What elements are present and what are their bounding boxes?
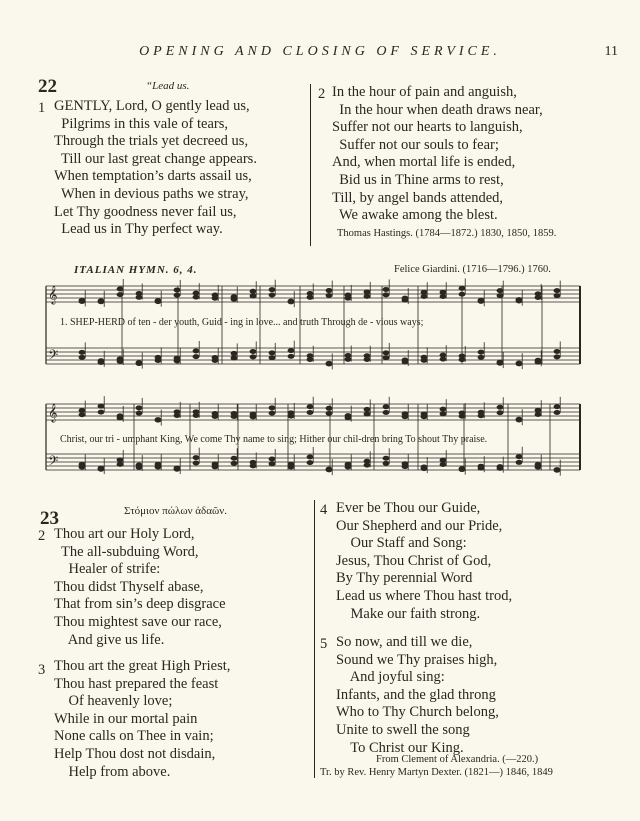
- note-head: [440, 458, 447, 463]
- note-head: [516, 460, 523, 465]
- hymn-23-stanza-2-line: Thou art our Holy Lord,: [54, 526, 195, 542]
- hymn-23-stanza-3-line: Of heavenly love;: [54, 693, 173, 710]
- hymn-23-stanza-4-number: 4: [320, 502, 328, 518]
- hymn-23-stanza-5-line: Infants, and the glad throng: [336, 686, 496, 703]
- note-head: [421, 414, 428, 419]
- note-head: [79, 299, 86, 304]
- hymn-23-stanza-3-line: While in our mortal pain: [54, 710, 198, 727]
- note-head: [364, 289, 371, 294]
- note-head: [250, 289, 257, 294]
- note-head: [478, 350, 485, 355]
- note-head: [231, 351, 238, 356]
- note-head: [98, 404, 105, 409]
- hymn-23-stanza-5-line: To Christ our King.: [336, 739, 464, 756]
- note-head: [440, 357, 447, 362]
- hymn-22-stanza-2-line: And, when mortal life is ended,: [332, 154, 516, 171]
- note-head: [307, 404, 314, 409]
- hymn-23-stanza-3-line: Help from above.: [54, 763, 171, 780]
- note-head: [98, 467, 105, 472]
- note-head: [554, 288, 561, 293]
- note-head: [554, 404, 561, 409]
- note-head: [478, 413, 485, 418]
- note-head: [269, 411, 276, 416]
- note-head: [383, 350, 390, 355]
- note-head: [383, 461, 390, 466]
- note-head: [79, 350, 86, 355]
- note-head: [364, 407, 371, 412]
- note-head: [136, 465, 143, 470]
- hymn-22-title: “Lead us.: [146, 80, 190, 92]
- hymn-22-stanza-2-line: Bid us in Thine arms to rest,: [332, 171, 504, 188]
- hymn-23-stanza-2-line: Thou mightest save our race,: [54, 613, 222, 630]
- hymn-23-stanza-2: [54, 526, 226, 649]
- note-head: [231, 461, 238, 466]
- note-head: [535, 295, 542, 300]
- note-head: [250, 349, 257, 354]
- note-head: [440, 411, 447, 416]
- note-head: [326, 362, 333, 367]
- note-head: [269, 461, 276, 466]
- hymn-23-stanza-5: [336, 634, 499, 757]
- note-head: [364, 357, 371, 362]
- hymn-23-stanza-5-line: And joyful sing:: [336, 669, 445, 686]
- note-head: [535, 408, 542, 413]
- tune-lyrics-line-2: Christ, our tri - umphant King, We come Thy name to sing; Hither our chil-dren bring To shout Thy praise.: [60, 434, 488, 445]
- hymn-23-stanza-3: [54, 658, 230, 781]
- note-head: [421, 294, 428, 299]
- note-head: [516, 361, 523, 366]
- note-head: [98, 360, 105, 365]
- note-head: [136, 405, 143, 410]
- note-head: [79, 465, 86, 470]
- hymn-22-stanza-2-line: Suffer not our hearts to languish,: [332, 119, 523, 136]
- tune-lyrics-line-1: 1. SHEP-HERD of ten - der youth, Guid - ing in love... and truth Through de - vious ways;: [60, 317, 424, 328]
- hymn-23-stanza-2-line: Healer of strife:: [54, 561, 161, 578]
- hymn-23-stanza-2-line: That from sin’s deep disgrace: [54, 596, 226, 613]
- note-head: [193, 455, 200, 460]
- note-head: [117, 462, 124, 467]
- hymn-23-stanza-5-line: So now, and till we die,: [336, 634, 473, 650]
- note-head: [98, 410, 105, 415]
- note-head: [288, 414, 295, 419]
- note-head: [326, 406, 333, 411]
- treble-clef-icon: 𝄞: [48, 285, 58, 304]
- note-head: [554, 349, 561, 354]
- hymn-22-stanza-1-line: Through the trials yet decreed us,: [54, 133, 249, 150]
- hymn-23-stanza-4: [336, 500, 512, 623]
- note-head: [250, 354, 257, 359]
- tune-name: ITALIAN HYMN. 6, 4.: [74, 264, 198, 276]
- hymn-23-number: 23: [40, 508, 59, 529]
- note-head: [288, 354, 295, 359]
- note-head: [516, 454, 523, 459]
- note-head: [554, 410, 561, 415]
- hymn-22-stanza-2: [332, 84, 543, 225]
- hymn-22-stanza-1-line: Let Thy goodness never fail us,: [54, 203, 237, 220]
- note-head: [250, 414, 257, 419]
- note-head: [212, 414, 219, 419]
- note-head: [345, 296, 352, 301]
- bass-clef-icon: 𝄢: [48, 347, 59, 366]
- note-head: [421, 358, 428, 363]
- hymn-23-stanza-4-line: Ever be Thou our Guide,: [336, 500, 481, 516]
- note-head: [174, 413, 181, 418]
- note-head: [288, 465, 295, 470]
- running-head: OPENING AND CLOSING OF SERVICE.: [139, 44, 501, 59]
- note-head: [307, 454, 314, 459]
- note-head: [554, 293, 561, 298]
- note-head: [269, 350, 276, 355]
- note-head: [326, 467, 333, 472]
- hymn-23-stanza-2-line: And give us life.: [54, 631, 165, 648]
- note-head: [193, 354, 200, 359]
- note-head: [193, 413, 200, 418]
- hymn-23-stanza-3-line: Help Thou dost not disdain,: [54, 745, 216, 762]
- note-head: [345, 464, 352, 469]
- note-head: [212, 464, 219, 469]
- note-head: [345, 357, 352, 362]
- note-head: [174, 293, 181, 298]
- note-head: [174, 358, 181, 363]
- note-head: [383, 404, 390, 409]
- note-head: [155, 358, 162, 363]
- note-head: [440, 294, 447, 299]
- hymn-23-stanza-5-line: Unite to swell the song: [336, 721, 470, 738]
- note-head: [516, 299, 523, 304]
- note-head: [136, 361, 143, 366]
- hymn-23-stanza-2-number: 2: [38, 528, 46, 544]
- note-head: [288, 299, 295, 304]
- note-head: [193, 461, 200, 466]
- hymn-23-title: Στόμιον πώλων ἀδαῶν.: [124, 505, 227, 517]
- note-head: [307, 295, 314, 300]
- note-head: [250, 293, 257, 298]
- hymn-23-attribution-2: Tr. by Rev. Henry Martyn Dexter. (1821—) 1846, 1849: [320, 767, 553, 778]
- music-system-2: [38, 396, 586, 496]
- note-head: [231, 297, 238, 302]
- note-head: [440, 407, 447, 412]
- note-head: [554, 354, 561, 359]
- note-head: [421, 290, 428, 295]
- note-head: [535, 465, 542, 470]
- note-head: [136, 295, 143, 300]
- hymn-22-stanza-2-line: Suffer not our souls to fear;: [332, 136, 499, 153]
- column-divider-bottom: [314, 500, 315, 778]
- hymn-23-stanza-5-line: Sound we Thy praises high,: [336, 651, 498, 668]
- note-head: [383, 456, 390, 461]
- hymn-22-stanza-1-line: When in devious paths we stray,: [54, 185, 249, 202]
- note-head: [269, 355, 276, 360]
- note-head: [345, 415, 352, 420]
- music-system-1: [38, 278, 586, 388]
- note-head: [288, 348, 295, 353]
- hymn-22-stanza-1-line: Lead us in Thy perfect way.: [54, 221, 223, 238]
- note-head: [307, 460, 314, 465]
- hymn-22-stanza-1-number: 1: [38, 100, 46, 116]
- hymn-22-number: 22: [38, 76, 57, 97]
- note-head: [326, 288, 333, 293]
- note-head: [174, 287, 181, 292]
- tune-composer: Felice Giardini. (1716—1796.) 1760.: [394, 264, 551, 275]
- hymn-22-stanza-1: [54, 98, 257, 239]
- hymn-23-stanza-3-line: None calls on Thee in vain;: [54, 728, 214, 745]
- note-head: [535, 360, 542, 365]
- bass-clef-icon: 𝄢: [48, 453, 59, 472]
- note-head: [231, 456, 238, 461]
- hymn-22-stanza-1-line: Till our last great change appears.: [54, 150, 257, 167]
- note-head: [326, 411, 333, 416]
- treble-clef-icon: 𝄞: [48, 403, 58, 422]
- note-head: [98, 299, 105, 304]
- note-head: [231, 414, 238, 419]
- note-head: [269, 405, 276, 410]
- hymn-22-stanza-1-line: Pilgrims in this vale of tears,: [54, 115, 228, 132]
- note-head: [497, 466, 504, 471]
- note-head: [516, 417, 523, 422]
- note-head: [269, 287, 276, 292]
- note-head: [478, 299, 485, 304]
- note-head: [383, 410, 390, 415]
- hymn-23-stanza-5-number: 5: [320, 636, 328, 652]
- hymn-23-stanza-4-line: Our Shepherd and our Pride,: [336, 517, 503, 534]
- note-head: [136, 411, 143, 416]
- note-head: [383, 355, 390, 360]
- page-number: 11: [604, 44, 618, 59]
- note-head: [402, 414, 409, 419]
- note-head: [117, 415, 124, 420]
- note-head: [383, 292, 390, 297]
- hymn-22-stanza-2-line: In the hour of pain and anguish,: [332, 84, 517, 100]
- note-head: [155, 299, 162, 304]
- hymn-22-stanza-2-number: 2: [318, 86, 326, 102]
- note-head: [269, 457, 276, 462]
- note-head: [231, 356, 238, 361]
- note-head: [212, 296, 219, 301]
- note-head: [174, 467, 181, 472]
- hymn-23-stanza-3-line: Thou hast prepared the feast: [54, 675, 219, 692]
- note-head: [554, 468, 561, 473]
- note-head: [402, 464, 409, 469]
- hymn-23-stanza-2-line: The all-subduing Word,: [54, 543, 199, 560]
- hymn-23-stanza-3-line: Thou art the great High Priest,: [54, 658, 231, 674]
- note-head: [440, 462, 447, 467]
- note-head: [250, 463, 257, 468]
- note-head: [212, 358, 219, 363]
- note-head: [535, 412, 542, 417]
- hymn-22-stanza-2-line: Till, by angel bands attended,: [332, 189, 504, 206]
- note-head: [478, 466, 485, 471]
- hymn-23-stanza-4-line: By Thy perennial Word: [336, 570, 473, 587]
- note-head: [383, 287, 390, 292]
- note-head: [421, 466, 428, 471]
- hymn-23-stanza-4-line: Lead us where Thou hast trod,: [336, 587, 513, 604]
- note-head: [497, 410, 504, 415]
- note-head: [193, 349, 200, 354]
- note-head: [307, 410, 314, 415]
- hymn-22-stanza-2-line: In the hour when death draws near,: [332, 101, 543, 118]
- hymn-23-stanza-4-line: Make our faith strong.: [336, 605, 481, 622]
- note-head: [402, 360, 409, 365]
- hymn-22-stanza-1-line: When temptation’s darts assail us,: [54, 168, 252, 185]
- note-head: [364, 463, 371, 468]
- note-head: [326, 293, 333, 298]
- hymn-23-attribution-1: From Clement of Alexandria. (—220.): [376, 754, 539, 765]
- hymn-23-stanza-4-line: Our Staff and Song:: [336, 535, 467, 552]
- note-head: [117, 457, 124, 462]
- note-head: [307, 357, 314, 362]
- hymn-23-stanza-3-number: 3: [38, 662, 46, 678]
- note-head: [364, 294, 371, 299]
- note-head: [364, 412, 371, 417]
- note-head: [193, 295, 200, 300]
- note-head: [497, 405, 504, 410]
- hymn-23-stanza-4-line: Jesus, Thou Christ of God,: [336, 552, 492, 569]
- column-divider-top: [310, 84, 311, 246]
- note-head: [79, 412, 86, 417]
- note-head: [155, 418, 162, 423]
- note-head: [79, 355, 86, 360]
- note-head: [478, 355, 485, 360]
- hymn-22-attribution: Thomas Hastings. (1784—1872.) 1830, 1850, 1859.: [337, 228, 557, 239]
- hymn-23-stanza-5-line: Who to Thy Church belong,: [336, 704, 499, 721]
- note-head: [155, 464, 162, 469]
- note-head: [402, 298, 409, 303]
- hymn-22-stanza-2-line: We awake among the blest.: [332, 207, 498, 224]
- note-head: [440, 290, 447, 295]
- hymn-23-stanza-2-line: Thou didst Thyself abase,: [54, 578, 204, 595]
- hymn-22-stanza-1-line: GENTLY, Lord, O gently lead us,: [54, 98, 250, 114]
- note-head: [269, 293, 276, 298]
